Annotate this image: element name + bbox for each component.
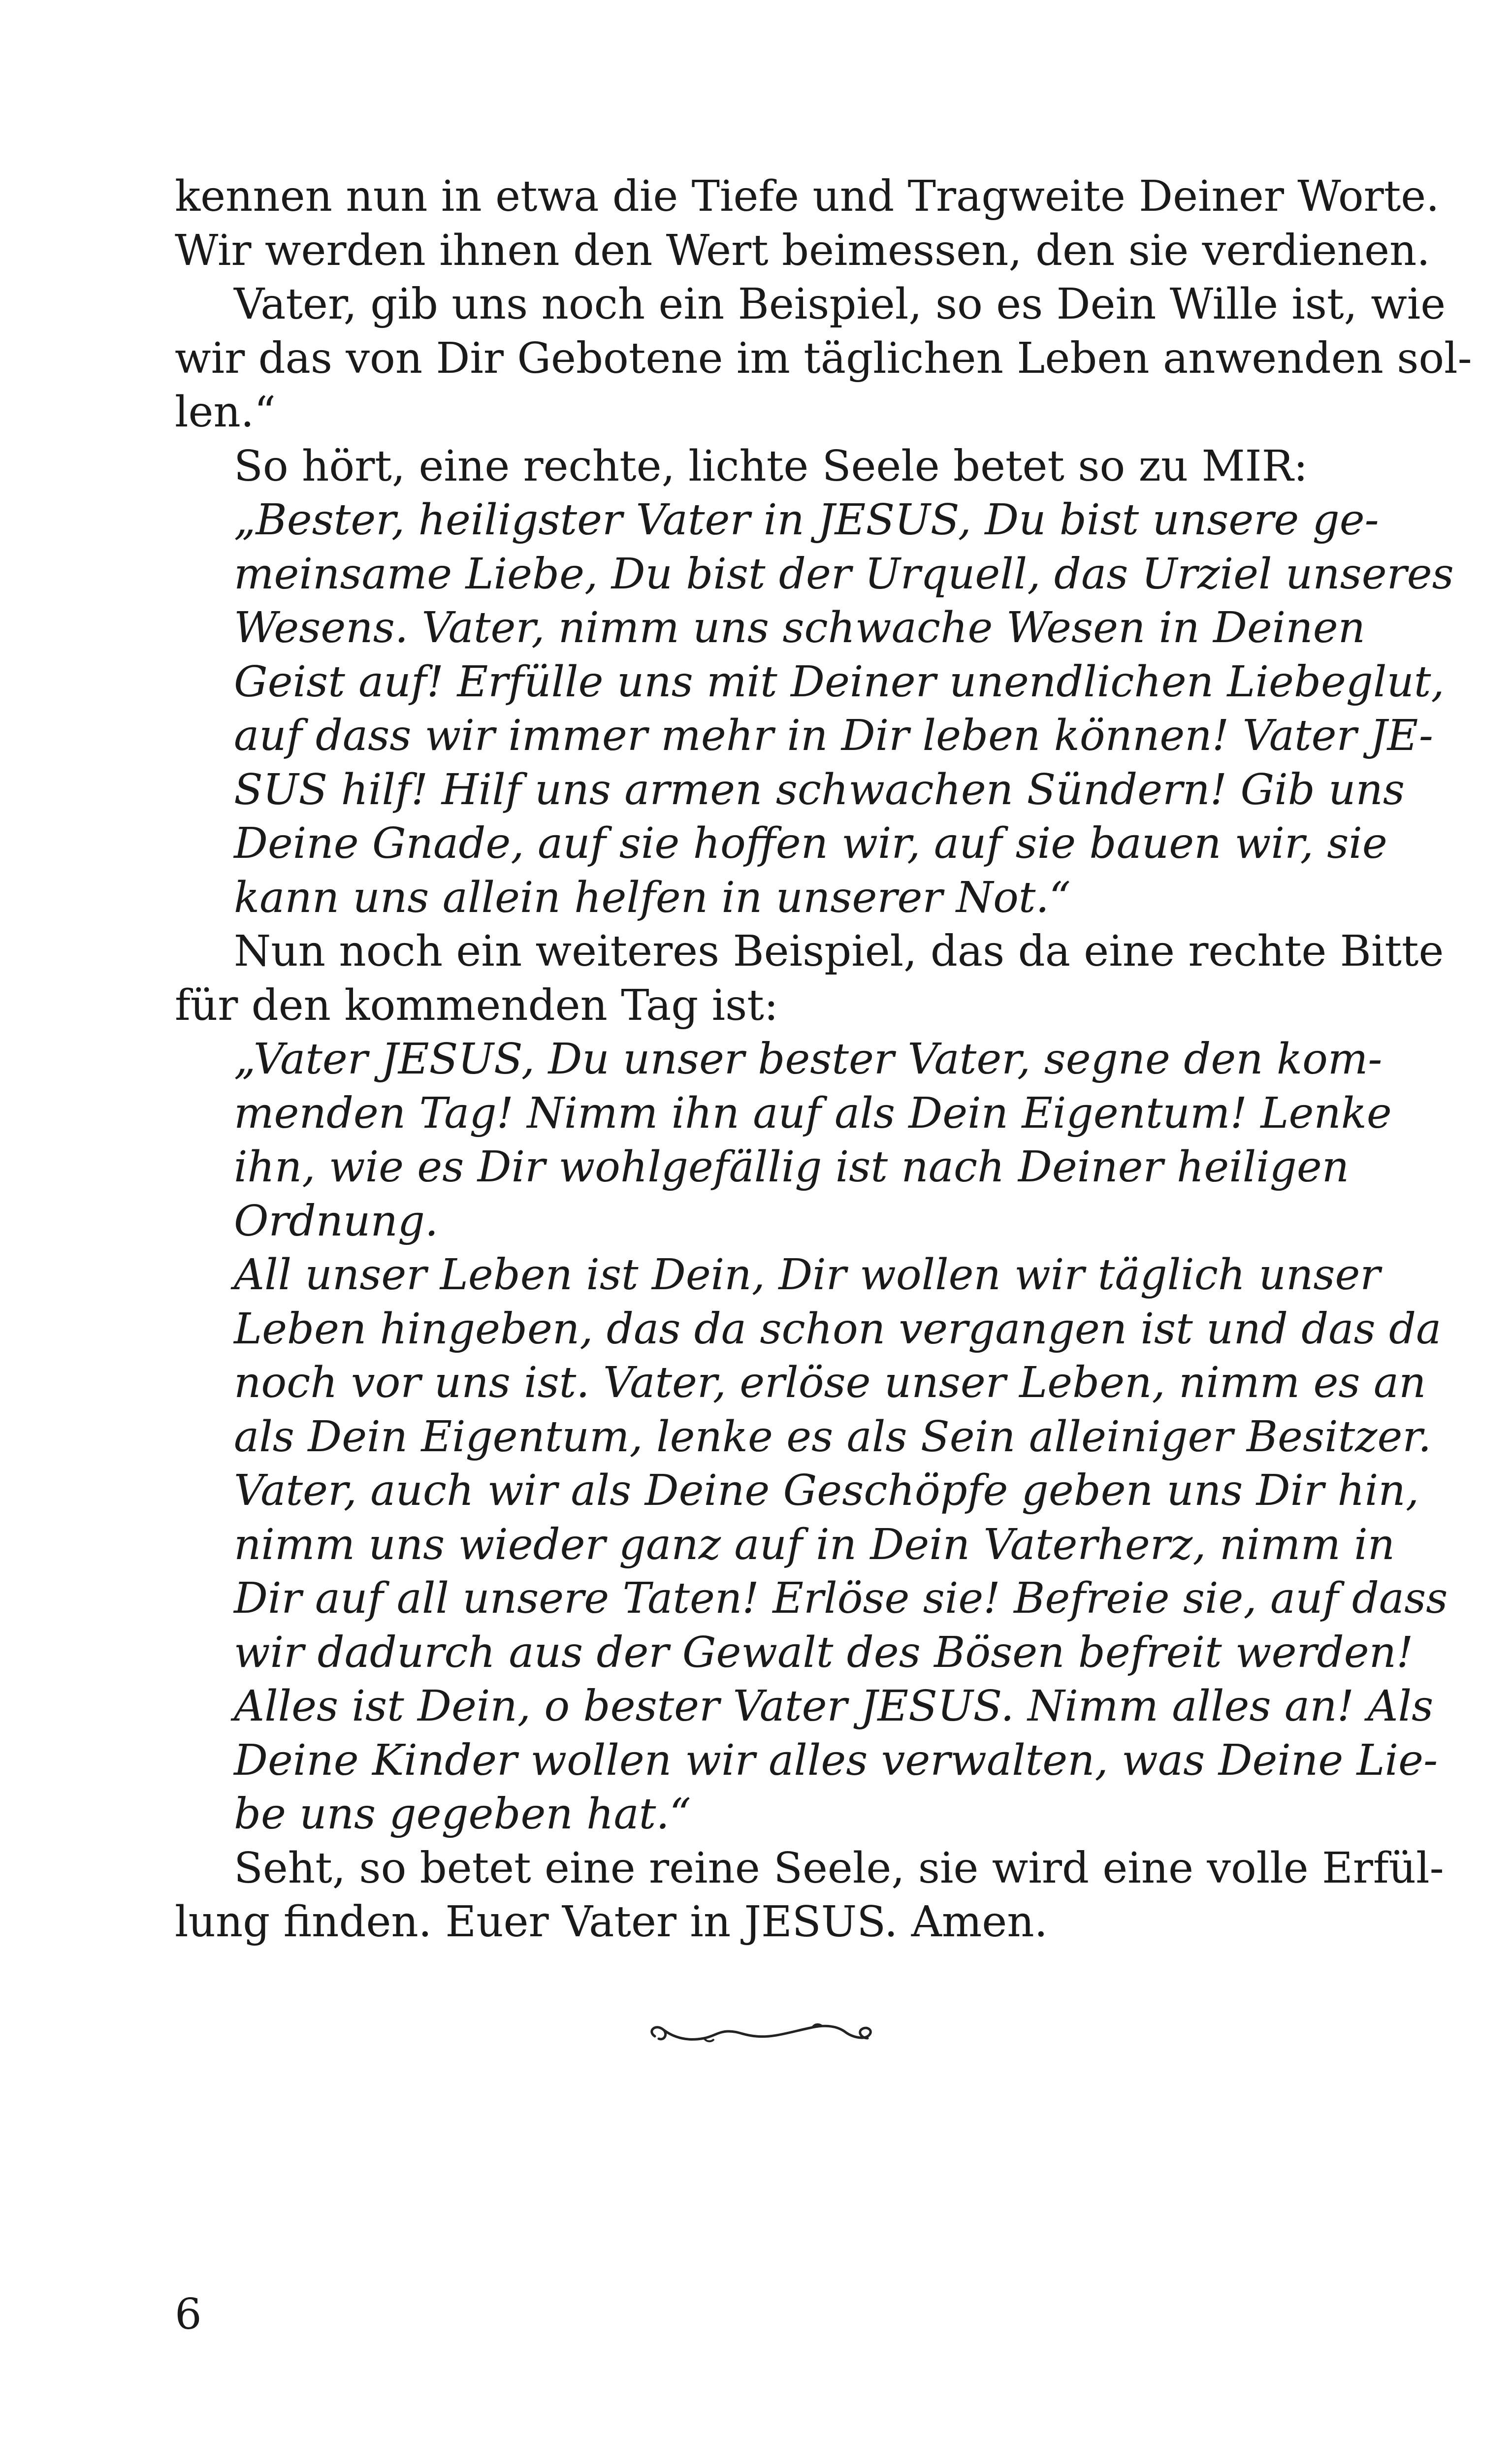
- text-line: Wir werden ihnen den Wert beimessen, den sie verdienen.: [175, 226, 1430, 275]
- text-line: Deine Kinder wollen wir alles verwalten, was Deine Lie-: [234, 1735, 1438, 1785]
- paragraph: [175, 440, 1354, 494]
- text-line: Nun noch ein weiteres Beispiel, das da eine rechte Bitte: [234, 927, 1444, 976]
- prayer-quote: [175, 493, 1454, 925]
- paragraph: [175, 170, 1440, 278]
- text-line: nimm uns wieder ganz auf in Dein Vaterherz, nimm in: [234, 1520, 1395, 1569]
- text-line: lung finden. Euer Vater in JESUS. Amen.: [175, 1897, 1048, 1947]
- text-line: Deine Gnade, auf sie hoffen wir, auf sie bauen wir, sie: [234, 819, 1387, 868]
- paragraph: [175, 925, 1444, 1033]
- text-line: als Dein Eigentum, lenke es als Sein alleiniger Besitzer.: [234, 1412, 1432, 1462]
- text-line: meinsame Liebe, Du bist der Urquell, das Urziel unseres: [234, 549, 1454, 599]
- text-line: kennen nun in etwa die Tiefe und Tragweite Deiner Worte.: [175, 172, 1440, 221]
- page-number: 6: [175, 2290, 202, 2339]
- paragraph: [175, 1842, 1444, 1950]
- text-line: „Vater JESUS, Du unser bester Vater, segne den kom-: [234, 1035, 1383, 1084]
- prayer-quote: [175, 1248, 1448, 1842]
- text-line: Vater, gib uns noch ein Beispiel, so es Dein Wille ist, wie: [234, 280, 1446, 329]
- text-line: SUS hilf! Hilf uns armen schwachen Sündern! Gib uns: [234, 765, 1405, 814]
- text-line: All unser Leben ist Dein, Dir wollen wir täglich unser: [234, 1250, 1381, 1300]
- text-line: Alles ist Dein, o bester Vater JESUS. Nimm alles an! Als: [234, 1682, 1434, 1731]
- text-line: Wesens. Vater, nimm uns schwache Wesen in Deinen: [234, 603, 1365, 652]
- text-line: Dir auf all unsere Taten! Erlöse sie! Befreie sie, auf dass: [234, 1574, 1448, 1623]
- text-line: ihn, wie es Dir wohlgefällig ist nach Deiner heiligen: [234, 1142, 1350, 1192]
- text-line: für den kommenden Tag ist:: [175, 980, 778, 1030]
- text-line: wir das von Dir Gebotene im täglichen Leben anwenden sol-: [175, 333, 1472, 383]
- text-line: menden Tag! Nimm ihn auf als Dein Eigentum! Lenke: [234, 1088, 1392, 1138]
- text-line: wir dadurch aus der Gewalt des Bösen befreit werden!: [234, 1628, 1414, 1677]
- text-line: Seht, so betet eine reine Seele, sie wird eine volle Erfül-: [234, 1843, 1444, 1893]
- prayer-quote: [175, 1033, 1392, 1248]
- flourish-divider-icon: [645, 2017, 881, 2051]
- text-line: be uns gegeben hat.“: [234, 1790, 691, 1839]
- text-line: auf dass wir immer mehr in Dir leben können! Vater JE-: [234, 711, 1433, 760]
- text-line: So hört, eine rechte, lichte Seele betet so zu MIR:: [234, 441, 1308, 491]
- paragraph: [175, 278, 1472, 440]
- text-line: kann uns allein helfen in unserer Not.“: [234, 873, 1071, 922]
- text-line: Leben hingeben, das da schon vergangen ist und das da: [234, 1304, 1442, 1354]
- text-line: Geist auf! Erfülle uns mit Deiner unendlichen Liebeglut,: [234, 657, 1445, 707]
- text-line: „Bester, heiligster Vater in JESUS, Du bist unsere ge-: [234, 495, 1379, 545]
- text-line: Ordnung.: [234, 1196, 439, 1246]
- text-line: Vater, auch wir als Deine Geschöpfe geben uns Dir hin,: [234, 1466, 1419, 1515]
- text-line: noch vor uns ist. Vater, erlöse unser Leben, nimm es an: [234, 1358, 1426, 1407]
- body-text: [175, 170, 1472, 1950]
- text-line: len.“: [175, 388, 276, 437]
